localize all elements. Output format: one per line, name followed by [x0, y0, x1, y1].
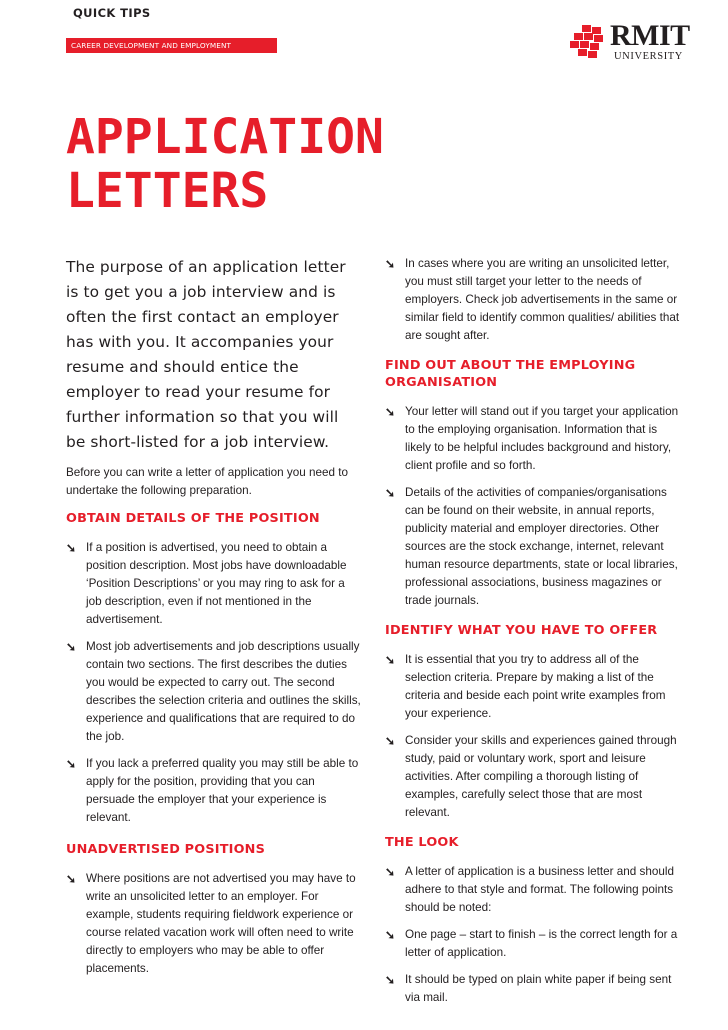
tips-list [385, 651, 685, 822]
arrow-bullet-icon: ➘ [385, 486, 396, 500]
list-item: ➘ A letter of application is a business letter and should adhere to that style and format. The following points should be noted: [385, 865, 674, 914]
tips-list [385, 863, 685, 1007]
section-heading-employing-organisation: FIND OUT ABOUT THE EMPLOYING ORGANISATION [385, 358, 636, 390]
intro-paragraph: The purpose of an application letter is to get you a job interview and is often the first contact an employer has with you. It accompanies your resume and should entice the employer to read your resume for further information so that you will be short-listed for a job interview. [66, 258, 346, 451]
rmit-pixel-icon [570, 25, 610, 59]
tips-list [385, 255, 685, 345]
tips-list [385, 403, 685, 610]
arrow-bullet-icon: ➘ [385, 973, 396, 987]
list-item: ➘ Details of the activities of companies/organisations can be found on their website, in annual reports, publicity material and employer directories. Other sources are the stock exchange, internet, relevant human resource departments, state or local libraries, professional associations, business magazines or trade journals. [385, 486, 678, 607]
arrow-bullet-icon: ➘ [66, 640, 77, 654]
arrow-bullet-icon: ➘ [385, 257, 396, 271]
arrow-bullet-icon: ➘ [385, 865, 396, 879]
page-title [66, 110, 384, 218]
lead-paragraph: Before you can write a letter of application you need to undertake the following preparation. [66, 466, 348, 497]
list-item: ➘ Where positions are not advertised you may have to write an unsolicited letter to an employer. For example, students requiring fieldwork experience or course related vacation work will often need to write directly to employers who may be able to offer placements. [66, 872, 356, 975]
tips-list [66, 870, 362, 978]
list-item: ➘ It should be typed on plain white paper if being sent via mail. [385, 973, 672, 1004]
rmit-logo [570, 20, 690, 70]
tips-list [66, 539, 362, 827]
section-heading-obtain-details: OBTAIN DETAILS OF THE POSITION [66, 511, 320, 526]
title-line-2: LETTERS [66, 163, 269, 219]
list-item: ➘ It is essential that you try to address all of the selection criteria. Prepare by making a list of the criteria and beside each point write examples from your experience. [385, 653, 666, 720]
list-item: ➘ Your letter will stand out if you target your application to the employing organisation. Information that is likely to be helpful includes background and history, client profile and so forth. [385, 405, 679, 472]
list-item: ➘ One page – start to finish – is the correct length for a letter of application. [385, 928, 678, 959]
list-item: ➘ In cases where you are writing an unsolicited letter, you must still target your letter to the needs of employers. Check job advertisements in the same or similar field to identify common qualities/ abilities that are sought after. [385, 257, 680, 342]
section-heading-the-look: THE LOOK [385, 835, 459, 850]
logo-subtitle: UNIVERSITY [614, 51, 683, 62]
quick-tips-kicker: QUICK TIPS [73, 6, 151, 20]
title-line-1: APPLICATION [66, 109, 384, 165]
section-heading-unadvertised: UNADVERTISED POSITIONS [66, 842, 266, 857]
list-item: ➘ Consider your skills and experiences gained through study, paid or voluntary work, sport and leisure activities. After compiling a thorough listing of examples, carefully select those that are most relevant. [385, 734, 677, 819]
arrow-bullet-icon: ➘ [385, 653, 396, 667]
list-item: ➘ Most job advertisements and job descriptions usually contain two sections. The first describes the duties you would be expected to carry out. The second describes the selection criteria and outlines the skills, experience and qualifications that are required to do the job. [66, 640, 361, 743]
category-tag: CAREER DEVELOPMENT AND EMPLOYMENT [66, 38, 277, 53]
list-item: ➘ If you lack a preferred quality you may still be able to apply for the position, providing that you can persuade the employer that your experience is relevant. [66, 757, 359, 824]
arrow-bullet-icon: ➘ [385, 734, 396, 748]
arrow-bullet-icon: ➘ [66, 541, 77, 555]
right-column [385, 255, 685, 1016]
arrow-bullet-icon: ➘ [385, 928, 396, 942]
arrow-bullet-icon: ➘ [66, 872, 77, 886]
arrow-bullet-icon: ➘ [66, 757, 77, 771]
list-item: ➘ If a position is advertised, you need to obtain a position description. Most jobs have downloadable ‘Position Descriptions’ or you may ring to ask for a job description, even if not mentioned in the advertisement. [66, 541, 347, 626]
left-column [66, 255, 362, 987]
logo-wordmark: RMIT [610, 19, 690, 52]
arrow-bullet-icon: ➘ [385, 405, 396, 419]
section-heading-what-you-offer: IDENTIFY WHAT YOU HAVE TO OFFER [385, 623, 658, 638]
